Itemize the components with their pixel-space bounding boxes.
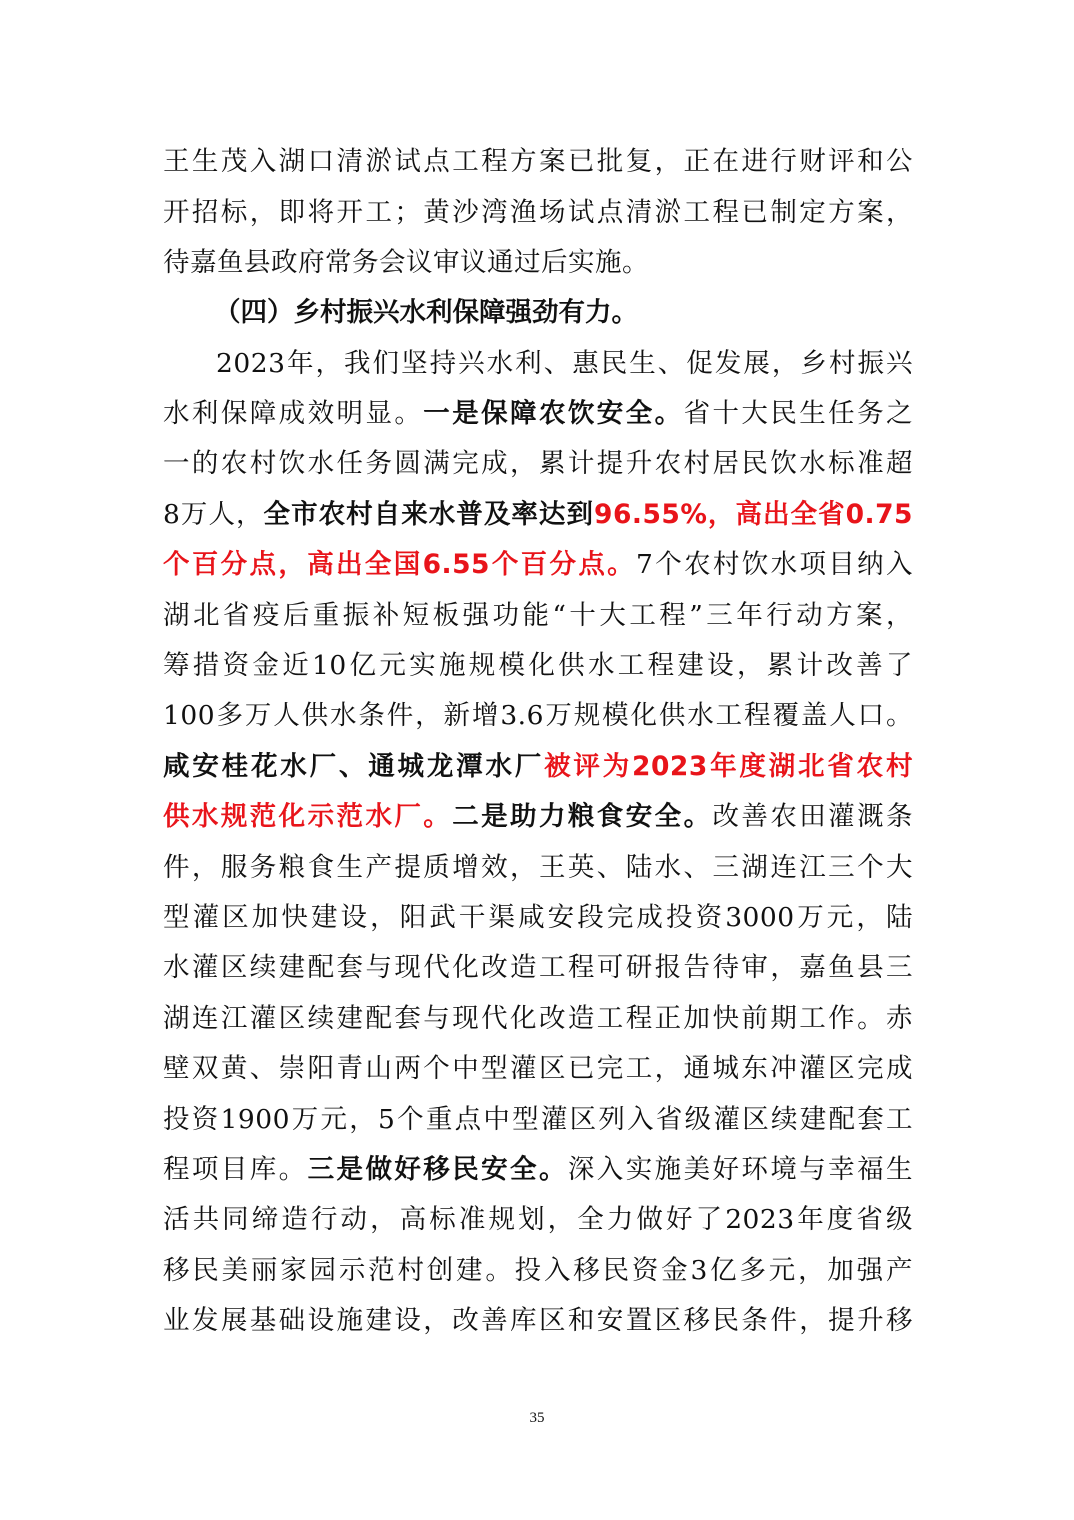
- text-line: [163, 540, 913, 590]
- bold-phrase: 咸安桂花水厂、通城龙潭水厂: [163, 751, 545, 782]
- text-run: 改善农田灌溉条: [712, 801, 914, 832]
- text-line: 移民美丽家园示范村创建。投入移民资金3亿多元，加强产: [163, 1255, 913, 1286]
- text-line: 型灌区加快建设，阳武干渠咸安段完成投资3000万元，陆: [163, 902, 913, 933]
- text-line: 水灌区续建配套与现代化改造工程可研报告待审，嘉鱼县三: [163, 952, 913, 983]
- text-line: 湖北省疫后重振补短板强功能“十大工程”三年行动方案，: [163, 600, 913, 631]
- bold-phrase: 全市农村自来水普及率达到: [263, 499, 594, 530]
- text-line: 待嘉鱼县政府常务会议审议通过后实施。: [163, 247, 649, 278]
- bold-phrase: 二是助力粮食安全。: [452, 801, 713, 832]
- text-run: 水利保障成效明显。: [163, 398, 424, 429]
- text-line: [163, 389, 913, 439]
- text-run: 省十大民生任务之: [683, 398, 914, 429]
- text-run: 程项目库。: [163, 1154, 308, 1185]
- text-run: 7个农村饮水项目纳入: [636, 549, 913, 580]
- page-number: 35: [529, 1410, 545, 1426]
- text-line: 业发展基础设施建设，改善库区和安置区移民条件，提升移: [163, 1305, 913, 1336]
- text-line: 开招标，即将开工；黄沙湾渔场试点清淤工程已制定方案，: [163, 197, 913, 228]
- text-line: [163, 792, 913, 842]
- red-highlight: 被评为2023年度湖北省农村: [544, 751, 913, 782]
- text-line: [163, 1145, 913, 1195]
- text-line: 100多万人供水条件，新增3.6万规模化供水工程覆盖人口。: [163, 700, 913, 731]
- red-highlight: 供水规范化示范水厂。: [163, 801, 453, 832]
- text-line: 筹措资金近10亿元实施规模化供水工程建设，累计改善了: [163, 650, 913, 681]
- text-line: 王生茂入湖口清淤试点工程方案已批复，正在进行财评和公: [163, 146, 913, 177]
- text-line: [163, 742, 913, 792]
- bold-phrase: 一是保障农饮安全。: [423, 398, 684, 429]
- text-line: 件，服务粮食生产提质增效，王英、陆水、三湖连江三个大: [163, 852, 913, 883]
- red-highlight: 个百分点，高出全国6.55个百分点。: [163, 549, 637, 580]
- text-line: 壁双黄、崇阳青山两个中型灌区已完工，通城东冲灌区完成: [163, 1053, 913, 1084]
- bold-phrase: 三是做好移民安全。: [307, 1154, 568, 1185]
- text-line: [163, 490, 913, 540]
- red-highlight: 96.55%，高出全省0.75: [594, 499, 913, 530]
- text-line: 2023年，我们坚持兴水利、惠民生、促发展，乡村振兴: [216, 348, 913, 379]
- text-run: 8万人，: [163, 499, 264, 530]
- text-line: 一的农村饮水任务圆满完成，累计提升农村居民饮水标准超: [163, 448, 913, 479]
- text-line: 湖连江灌区续建配套与现代化改造工程正加快前期工作。赤: [163, 1003, 913, 1034]
- section-heading: （四）乡村振兴水利保障强劲有力。: [214, 297, 638, 328]
- text-line: 投资1900万元，5个重点中型灌区列入省级灌区续建配套工: [163, 1104, 913, 1135]
- text-line: 活共同缔造行动，高标准规划，全力做好了2023年度省级: [163, 1204, 913, 1235]
- text-run: 深入实施美好环境与幸福生: [567, 1154, 914, 1185]
